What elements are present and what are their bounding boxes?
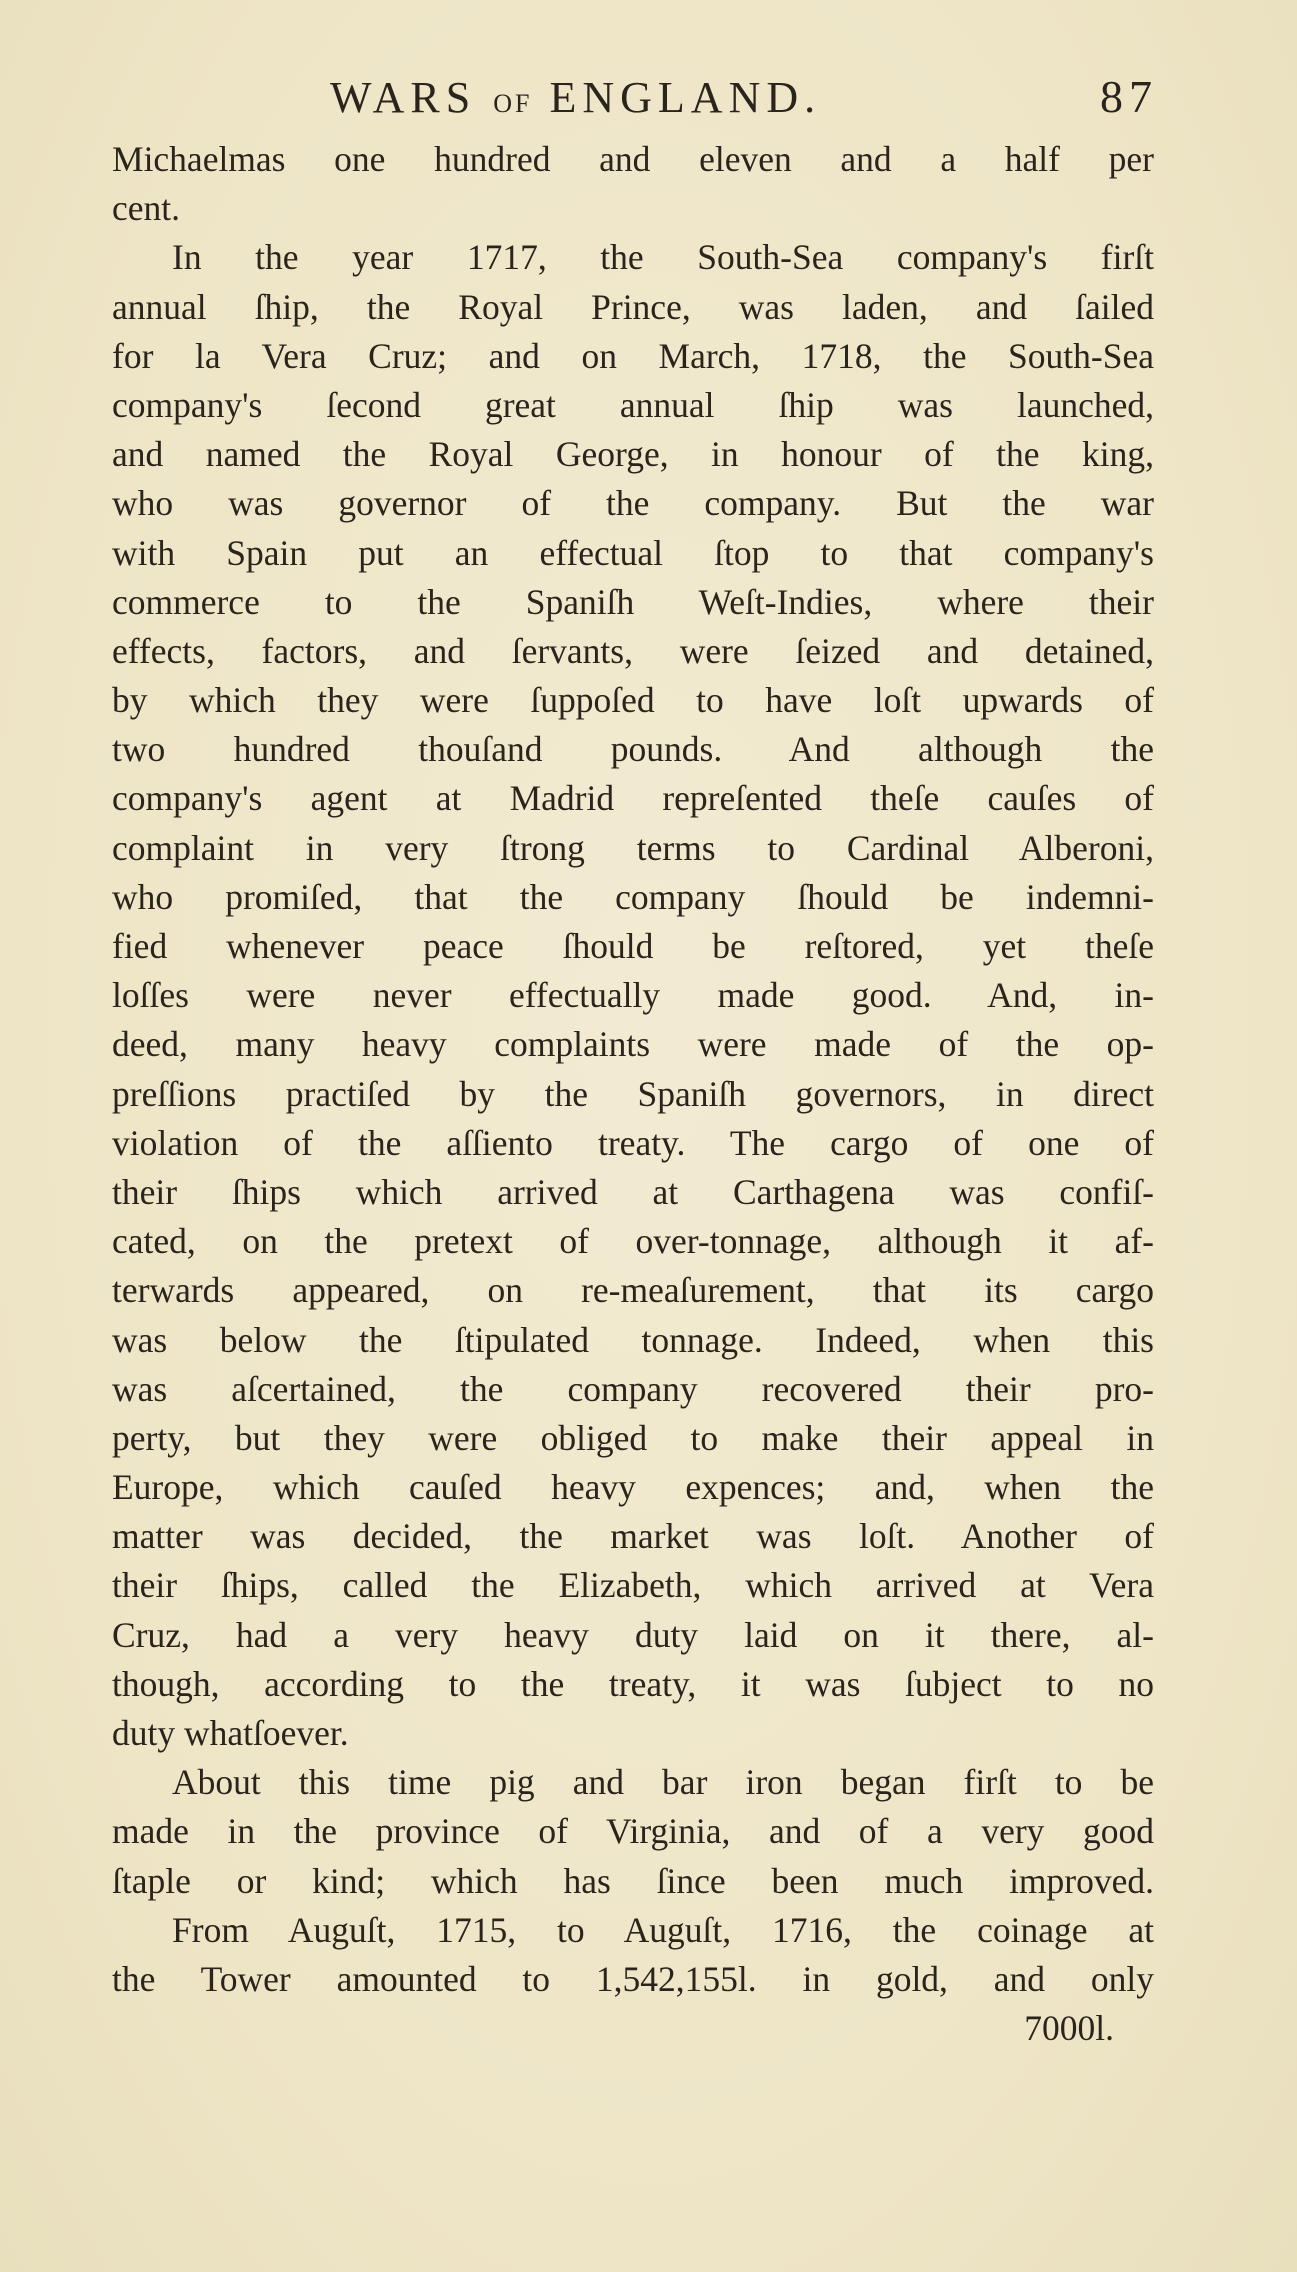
text-line: Cruz, had a very heavy duty laid on it there, al- — [112, 1614, 1154, 1655]
paragraph-start-line: In the year 1717, the South-Sea company's firſt — [172, 237, 1154, 278]
text-line: who was governor of the company. But the war — [112, 483, 1154, 524]
text-line: deed, many heavy complaints were made of the op- — [112, 1024, 1154, 1065]
running-header — [300, 70, 1180, 130]
text-line: perty, but they were obliged to make their appeal in — [112, 1417, 1154, 1458]
title-word-wars: WARS — [330, 73, 477, 122]
title-word-of: OF — [493, 89, 533, 118]
text-line: Michaelmas one hundred and eleven and a half per — [112, 139, 1154, 179]
text-line: company's ſecond great annual ſhip was launched, — [112, 384, 1154, 425]
text-line: Europe, which cauſed heavy expences; and, when the — [112, 1467, 1154, 1508]
text-line: for la Vera Cruz; and on March, 1718, the South-Sea — [112, 335, 1154, 376]
text-line: with Spain put an effectual ſtop to that company's — [112, 532, 1154, 573]
paragraph-start-line: From Auguſt, 1715, to Auguſt, 1716, the coinage at — [172, 1909, 1154, 1950]
text-line: complaint in very ſtrong terms to Cardinal Alberoni, — [112, 827, 1154, 868]
text-line: effects, factors, and ſervants, were ſeized and detained, — [112, 630, 1154, 671]
running-title — [330, 72, 821, 123]
text-line: cated, on the pretext of over-tonnage, although it af- — [112, 1221, 1154, 1262]
text-line: ſtaple or kind; which has ſince been much improved. — [112, 1860, 1154, 1901]
text-line: by which they were ſuppoſed to have loſt upwards of — [112, 680, 1154, 721]
text-line: their ſhips, called the Elizabeth, which arrived at Vera — [112, 1565, 1154, 1606]
text-line: was below the ſtipulated tonnage. Indeed, when this — [112, 1319, 1154, 1360]
text-line: was aſcertained, the company recovered their pro- — [112, 1368, 1154, 1409]
text-line: commerce to the Spaniſh Weſt-Indies, where their — [112, 581, 1154, 622]
text-line: annual ſhip, the Royal Prince, was laden, and ſailed — [112, 286, 1154, 327]
text-line: two hundred thouſand pounds. And although the — [112, 729, 1154, 770]
text-line: who promiſed, that the company ſhould be indemni- — [112, 876, 1154, 917]
text-line: violation of the aſſiento treaty. The cargo of one of — [112, 1122, 1154, 1163]
paragraph-start-line: About this time pig and bar iron began firſt to be — [172, 1762, 1154, 1803]
title-word-england: ENGLAND. — [549, 73, 822, 122]
text-line: though, according to the treaty, it was ſubject to no — [112, 1663, 1154, 1704]
text-line: fied whenever peace ſhould be reſtored, yet theſe — [112, 926, 1154, 966]
text-line: the Tower amounted to 1,542,155l. in gold, and only — [112, 1958, 1154, 1999]
text-line: company's agent at Madrid repreſented theſe cauſes of — [112, 778, 1154, 819]
text-line: made in the province of Virginia, and of a very good — [112, 1811, 1154, 1852]
body-text — [112, 135, 1154, 2053]
text-line: their ſhips which arrived at Carthagena was confiſ- — [112, 1171, 1154, 1212]
catchword-line: 7000l. — [1024, 2008, 1114, 2049]
text-line: loſſes were never effectually made good. And, in- — [112, 975, 1154, 1016]
text-line: duty whatſoever. — [112, 1713, 349, 1753]
text-line: matter was decided, the market was loſt. Another of — [112, 1516, 1154, 1557]
text-line: terwards appeared, on re-meaſurement, that its cargo — [112, 1270, 1154, 1311]
text-line: and named the Royal George, in honour of the king, — [112, 434, 1154, 475]
text-line: cent. — [112, 188, 181, 229]
text-line: preſſions practiſed by the Spaniſh governors, in direct — [112, 1073, 1154, 1114]
page-number: 87 — [1100, 71, 1158, 122]
